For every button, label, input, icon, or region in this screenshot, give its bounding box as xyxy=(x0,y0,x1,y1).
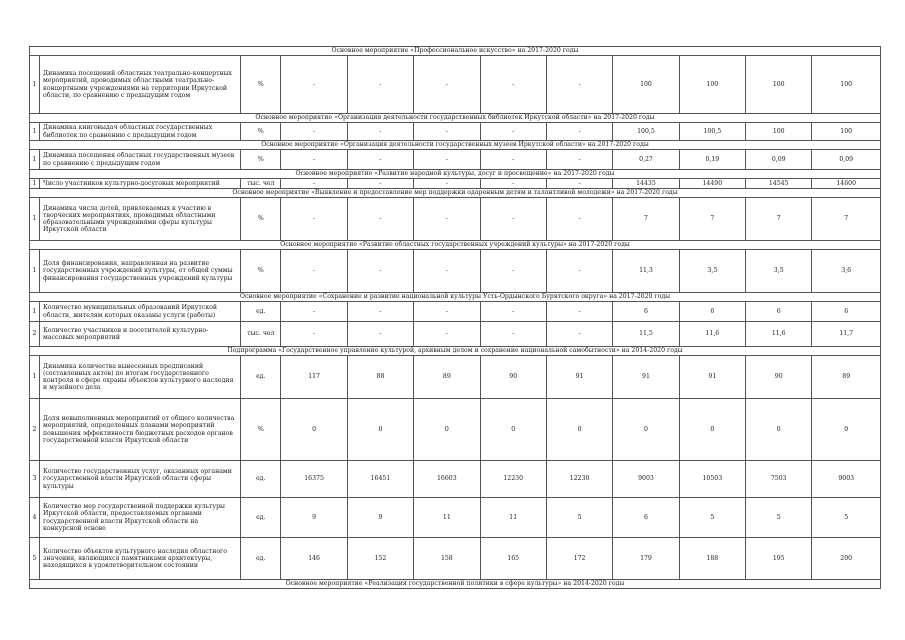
value-cell: 91 xyxy=(613,356,679,399)
value-cell: 0 xyxy=(347,399,413,461)
table-row xyxy=(30,498,881,538)
value-cell: - xyxy=(546,322,612,347)
indicator-table xyxy=(29,46,881,589)
unit-cell: ед. xyxy=(241,538,281,580)
value-cell: 5 xyxy=(812,498,881,538)
value-cell: 0 xyxy=(414,399,480,461)
value-cell: - xyxy=(347,56,413,114)
unit-cell: % xyxy=(241,56,281,114)
value-cell: 12230 xyxy=(546,461,612,498)
value-cell: 14600 xyxy=(812,179,881,189)
section-title: Основное мероприятие «Организация деятельности государственных музеев Иркутской области» на 2017-2020 годы xyxy=(30,141,881,150)
value-cell: 3,5 xyxy=(679,250,745,293)
section-title: Основное мероприятие «Организация деятельности государственных библиотек Иркутской области» на 2017-2020 годы xyxy=(30,114,881,123)
indicator-name: Доля невыполненных мероприятий от общего количества мероприятий, определенных планами мероприятий повышения эффективности бюджетных расходов органов государственной власти Иркутской области xyxy=(40,399,241,461)
value-cell: 11 xyxy=(480,498,546,538)
value-cell: 100 xyxy=(746,56,812,114)
value-cell: - xyxy=(414,322,480,347)
unit-cell: % xyxy=(241,150,281,170)
value-cell: 9003 xyxy=(812,461,881,498)
value-cell: 11,7 xyxy=(812,322,881,347)
value-cell: 117 xyxy=(281,356,347,399)
indicator-name: Число участников культурно-досуговых мероприятий xyxy=(40,179,241,189)
value-cell: 90 xyxy=(746,356,812,399)
section-title: Основное мероприятие «Развитие областных государственных учреждений культуры» на 2017-2020 годы xyxy=(30,241,881,250)
value-cell: 11 xyxy=(414,498,480,538)
value-cell: 6 xyxy=(746,302,812,322)
value-cell: - xyxy=(480,150,546,170)
value-cell: 0 xyxy=(679,399,745,461)
value-cell: - xyxy=(347,322,413,347)
value-cell: 100,5 xyxy=(613,123,679,141)
value-cell: - xyxy=(480,302,546,322)
value-cell: - xyxy=(281,198,347,241)
value-cell: - xyxy=(546,56,612,114)
value-cell: - xyxy=(281,56,347,114)
indicator-name: Количество муниципальных образований Иркутской области, жителям которых оказаны услуги (работы) xyxy=(40,302,241,322)
value-cell: - xyxy=(546,179,612,189)
value-cell: 11,6 xyxy=(679,322,745,347)
value-cell: 9 xyxy=(347,498,413,538)
value-cell: 0 xyxy=(613,399,679,461)
value-cell: 5 xyxy=(679,498,745,538)
value-cell: - xyxy=(347,179,413,189)
value-cell: - xyxy=(480,250,546,293)
value-cell: 100 xyxy=(812,123,881,141)
value-cell: 0 xyxy=(812,399,881,461)
value-cell: 14435 xyxy=(613,179,679,189)
table-row xyxy=(30,198,881,241)
indicator-name: Динамика числа детей, привлекаемых к участию в творческих мероприятиях, проводимых областными образовательными учреждениями сферы культуры Иркутской области xyxy=(40,198,241,241)
table-row xyxy=(30,322,881,347)
value-cell: 89 xyxy=(414,356,480,399)
value-cell: 7 xyxy=(812,198,881,241)
section-header-row xyxy=(30,141,881,150)
value-cell: 0 xyxy=(281,399,347,461)
value-cell: - xyxy=(414,302,480,322)
row-number: 1 xyxy=(30,250,40,293)
indicator-table-sheet xyxy=(29,46,881,589)
row-number: 2 xyxy=(30,322,40,347)
section-header-row xyxy=(30,580,881,589)
value-cell: 6 xyxy=(613,498,679,538)
indicator-name: Доля финансирования, направленная на развитие государственных учреждений культуры, от общей суммы финансирования государственных учреждений культуры xyxy=(40,250,241,293)
value-cell: 200 xyxy=(812,538,881,580)
unit-cell: тыс. чел xyxy=(241,322,281,347)
value-cell: 91 xyxy=(546,356,612,399)
indicator-name: Динамика количества вынесенных предписаний (составленных актов) по итогам государственного контроля в сфере охраны объектов культурного наследия и музейного дела xyxy=(40,356,241,399)
value-cell: 152 xyxy=(347,538,413,580)
value-cell: 146 xyxy=(281,538,347,580)
table-row xyxy=(30,123,881,141)
value-cell: - xyxy=(414,150,480,170)
section-header-row xyxy=(30,170,881,179)
indicator-name: Динамика посещения областных государственных музеев по сравнению с предыдущим годом xyxy=(40,150,241,170)
table-row xyxy=(30,250,881,293)
table-row xyxy=(30,461,881,498)
unit-cell: тыс. чел xyxy=(241,179,281,189)
value-cell: 0,19 xyxy=(679,150,745,170)
unit-cell: % xyxy=(241,399,281,461)
value-cell: - xyxy=(546,123,612,141)
value-cell: - xyxy=(347,123,413,141)
value-cell: 16603 xyxy=(414,461,480,498)
value-cell: 90 xyxy=(480,356,546,399)
value-cell: 188 xyxy=(679,538,745,580)
section-header-row xyxy=(30,241,881,250)
value-cell: - xyxy=(546,302,612,322)
table-row xyxy=(30,302,881,322)
value-cell: 100 xyxy=(746,123,812,141)
section-title: Основное мероприятие «Развитие народной культуры, досуг и просвещение» на 2017-2020 годы xyxy=(30,170,881,179)
value-cell: 5 xyxy=(746,498,812,538)
table-row xyxy=(30,56,881,114)
value-cell: 0 xyxy=(546,399,612,461)
value-cell: 7 xyxy=(679,198,745,241)
value-cell: - xyxy=(414,198,480,241)
value-cell: 91 xyxy=(679,356,745,399)
unit-cell: ед. xyxy=(241,302,281,322)
indicator-name: Динамика посещений областных театрально-концертных мероприятий, проводимых областными театрально-концертными учреждениями на территории Иркутской области, по сравнению с предыдущим годом xyxy=(40,56,241,114)
table-row xyxy=(30,356,881,399)
section-header-row xyxy=(30,347,881,356)
value-cell: 158 xyxy=(414,538,480,580)
value-cell: 172 xyxy=(546,538,612,580)
value-cell: 0,09 xyxy=(812,150,881,170)
value-cell: - xyxy=(414,56,480,114)
row-number: 4 xyxy=(30,498,40,538)
value-cell: - xyxy=(281,150,347,170)
value-cell: - xyxy=(480,322,546,347)
value-cell: 16451 xyxy=(347,461,413,498)
value-cell: 10503 xyxy=(679,461,745,498)
section-title: Основное мероприятие «Сохранение и развитие национальной культуры Усть-Ордынского Бурятского округа» на 2017-2020 годы xyxy=(30,293,881,302)
row-number: 5 xyxy=(30,538,40,580)
value-cell: 0,27 xyxy=(613,150,679,170)
value-cell: 0 xyxy=(746,399,812,461)
unit-cell: ед. xyxy=(241,498,281,538)
table-row xyxy=(30,150,881,170)
value-cell: 7503 xyxy=(746,461,812,498)
value-cell: - xyxy=(414,250,480,293)
row-number: 1 xyxy=(30,56,40,114)
table-row xyxy=(30,399,881,461)
section-title: Основное мероприятие «Профессиональное искусство» на 2017-2020 годы xyxy=(30,47,881,56)
value-cell: - xyxy=(281,302,347,322)
row-number: 1 xyxy=(30,123,40,141)
value-cell: - xyxy=(281,179,347,189)
section-title: Подпрограмма «Государственное управление культурой, архивным делом и сохранение национальной самобытности» на 2014-2020 годы xyxy=(30,347,881,356)
value-cell: 179 xyxy=(613,538,679,580)
indicator-name: Количество мер государственной поддержки культуры Иркутской области, предоставляемых органами государственной власти Иркутской области на конкурсной основе xyxy=(40,498,241,538)
unit-cell: % xyxy=(241,198,281,241)
value-cell: - xyxy=(347,150,413,170)
value-cell: 100 xyxy=(613,56,679,114)
value-cell: - xyxy=(480,123,546,141)
indicator-name: Количество участников и посетителей культурно-массовых мероприятий xyxy=(40,322,241,347)
table-row xyxy=(30,179,881,189)
row-number: 1 xyxy=(30,179,40,189)
value-cell: 0,09 xyxy=(746,150,812,170)
value-cell: - xyxy=(414,179,480,189)
value-cell: 3,5 xyxy=(746,250,812,293)
value-cell: - xyxy=(281,123,347,141)
value-cell: 165 xyxy=(480,538,546,580)
row-number: 1 xyxy=(30,302,40,322)
value-cell: - xyxy=(347,302,413,322)
value-cell: 5 xyxy=(546,498,612,538)
value-cell: - xyxy=(281,322,347,347)
section-header-row xyxy=(30,47,881,56)
row-number: 1 xyxy=(30,150,40,170)
value-cell: 16375 xyxy=(281,461,347,498)
value-cell: - xyxy=(347,250,413,293)
value-cell: 195 xyxy=(746,538,812,580)
value-cell: 0 xyxy=(480,399,546,461)
value-cell: - xyxy=(414,123,480,141)
value-cell: - xyxy=(480,56,546,114)
indicator-name: Динамика книговыдач областных государственных библиотек по сравнению с предыдущим годом xyxy=(40,123,241,141)
section-title: Основное мероприятие «Реализация государственной политики в сфере культуры» на 2014-2020 годы xyxy=(30,580,881,589)
value-cell: 6 xyxy=(613,302,679,322)
value-cell: 89 xyxy=(812,356,881,399)
indicator-name: Количество государственных услуг, оказанных органами государственной власти Иркутской области сферы культуры xyxy=(40,461,241,498)
value-cell: 11,3 xyxy=(613,250,679,293)
unit-cell: % xyxy=(241,123,281,141)
indicator-name: Количество объектов культурного наследия областного значения, являющихся памятниками архитектуры, находящихся в удовлетворительном состоянии xyxy=(40,538,241,580)
section-title: Основное мероприятие «Выявление и предоставление мер поддержки одаренным детям и талантливой молодежи» на 2017-2020 годы xyxy=(30,189,881,198)
unit-cell: % xyxy=(241,250,281,293)
value-cell: 100,5 xyxy=(679,123,745,141)
value-cell: - xyxy=(546,150,612,170)
value-cell: 14545 xyxy=(746,179,812,189)
value-cell: - xyxy=(480,179,546,189)
section-header-row xyxy=(30,114,881,123)
value-cell: 9003 xyxy=(613,461,679,498)
section-header-row xyxy=(30,293,881,302)
row-number: 1 xyxy=(30,198,40,241)
value-cell: - xyxy=(546,198,612,241)
row-number: 3 xyxy=(30,461,40,498)
value-cell: 12230 xyxy=(480,461,546,498)
value-cell: 6 xyxy=(812,302,881,322)
section-header-row xyxy=(30,189,881,198)
value-cell: 14490 xyxy=(679,179,745,189)
value-cell: 7 xyxy=(746,198,812,241)
value-cell: 11,5 xyxy=(613,322,679,347)
value-cell: 100 xyxy=(812,56,881,114)
row-number: 1 xyxy=(30,356,40,399)
value-cell: 11,6 xyxy=(746,322,812,347)
value-cell: - xyxy=(546,250,612,293)
value-cell: 88 xyxy=(347,356,413,399)
row-number: 2 xyxy=(30,399,40,461)
value-cell: 100 xyxy=(679,56,745,114)
value-cell: 3,6 xyxy=(812,250,881,293)
value-cell: - xyxy=(347,198,413,241)
value-cell: - xyxy=(480,198,546,241)
table-row xyxy=(30,538,881,580)
unit-cell: ед. xyxy=(241,461,281,498)
value-cell: - xyxy=(281,250,347,293)
unit-cell: ед. xyxy=(241,356,281,399)
value-cell: 6 xyxy=(679,302,745,322)
value-cell: 9 xyxy=(281,498,347,538)
value-cell: 7 xyxy=(613,198,679,241)
